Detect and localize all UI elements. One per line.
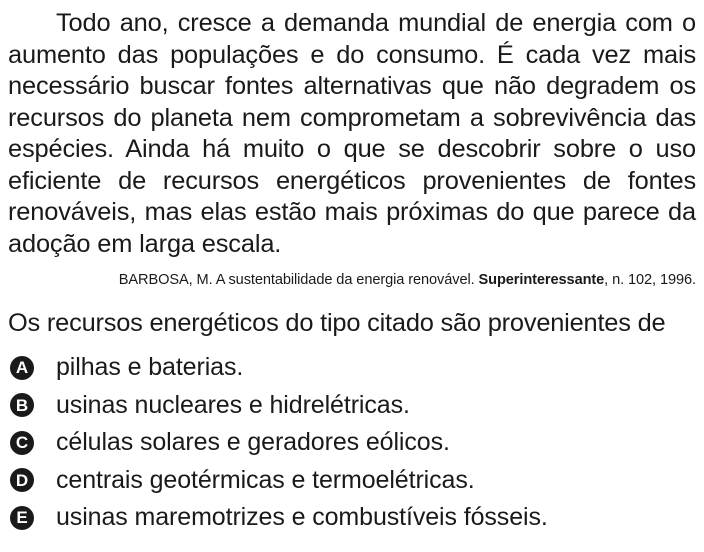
option-b-letter-icon: B [10, 393, 34, 417]
option-a[interactable] [8, 349, 696, 387]
option-d-letter-icon: D [10, 468, 34, 492]
option-a-letter-icon: A [10, 356, 34, 380]
source-authors-title: BARBOSA, M. A sustentabilidade da energia renovável. [118, 272, 479, 288]
source-publication: Superinteressante [478, 272, 605, 288]
option-c-letter-icon: C [10, 431, 34, 455]
option-e[interactable] [8, 499, 696, 537]
source-issue: , n. 102, 1996. [604, 272, 696, 288]
answer-options [8, 349, 696, 537]
option-a-text: pilhas e baterias. [56, 353, 244, 382]
option-d[interactable] [8, 462, 696, 500]
option-c-text: células solares e geradores eólicos. [56, 428, 450, 457]
option-b-text: usinas nucleares e hidrelétricas. [56, 390, 410, 419]
option-b[interactable] [8, 387, 696, 425]
question-page [8, 8, 696, 537]
option-e-letter-icon: E [10, 506, 34, 530]
option-d-text: centrais geotérmicas e termoelétricas. [56, 465, 475, 494]
question-stem: Os recursos energéticos do tipo citado são provenientes de [8, 309, 666, 337]
passage-text: Todo ano, cresce a demanda mundial de energia com o aumento das populações e do consumo. É cada vez mais necessário buscar fontes alternativas que não degradem os recursos do planeta nem comprometam a sobrevivência das espécies. Ainda há muito o que se descobrir sobre o uso eficiente de recursos energéticos provenientes de fontes renováveis, mas elas estão mais próximas do que parece da adoção em larga escala. [8, 9, 696, 258]
source-citation [8, 271, 696, 289]
option-e-text: usinas maremotrizes e combustíveis fósseis. [56, 503, 548, 532]
option-c[interactable] [8, 424, 696, 462]
